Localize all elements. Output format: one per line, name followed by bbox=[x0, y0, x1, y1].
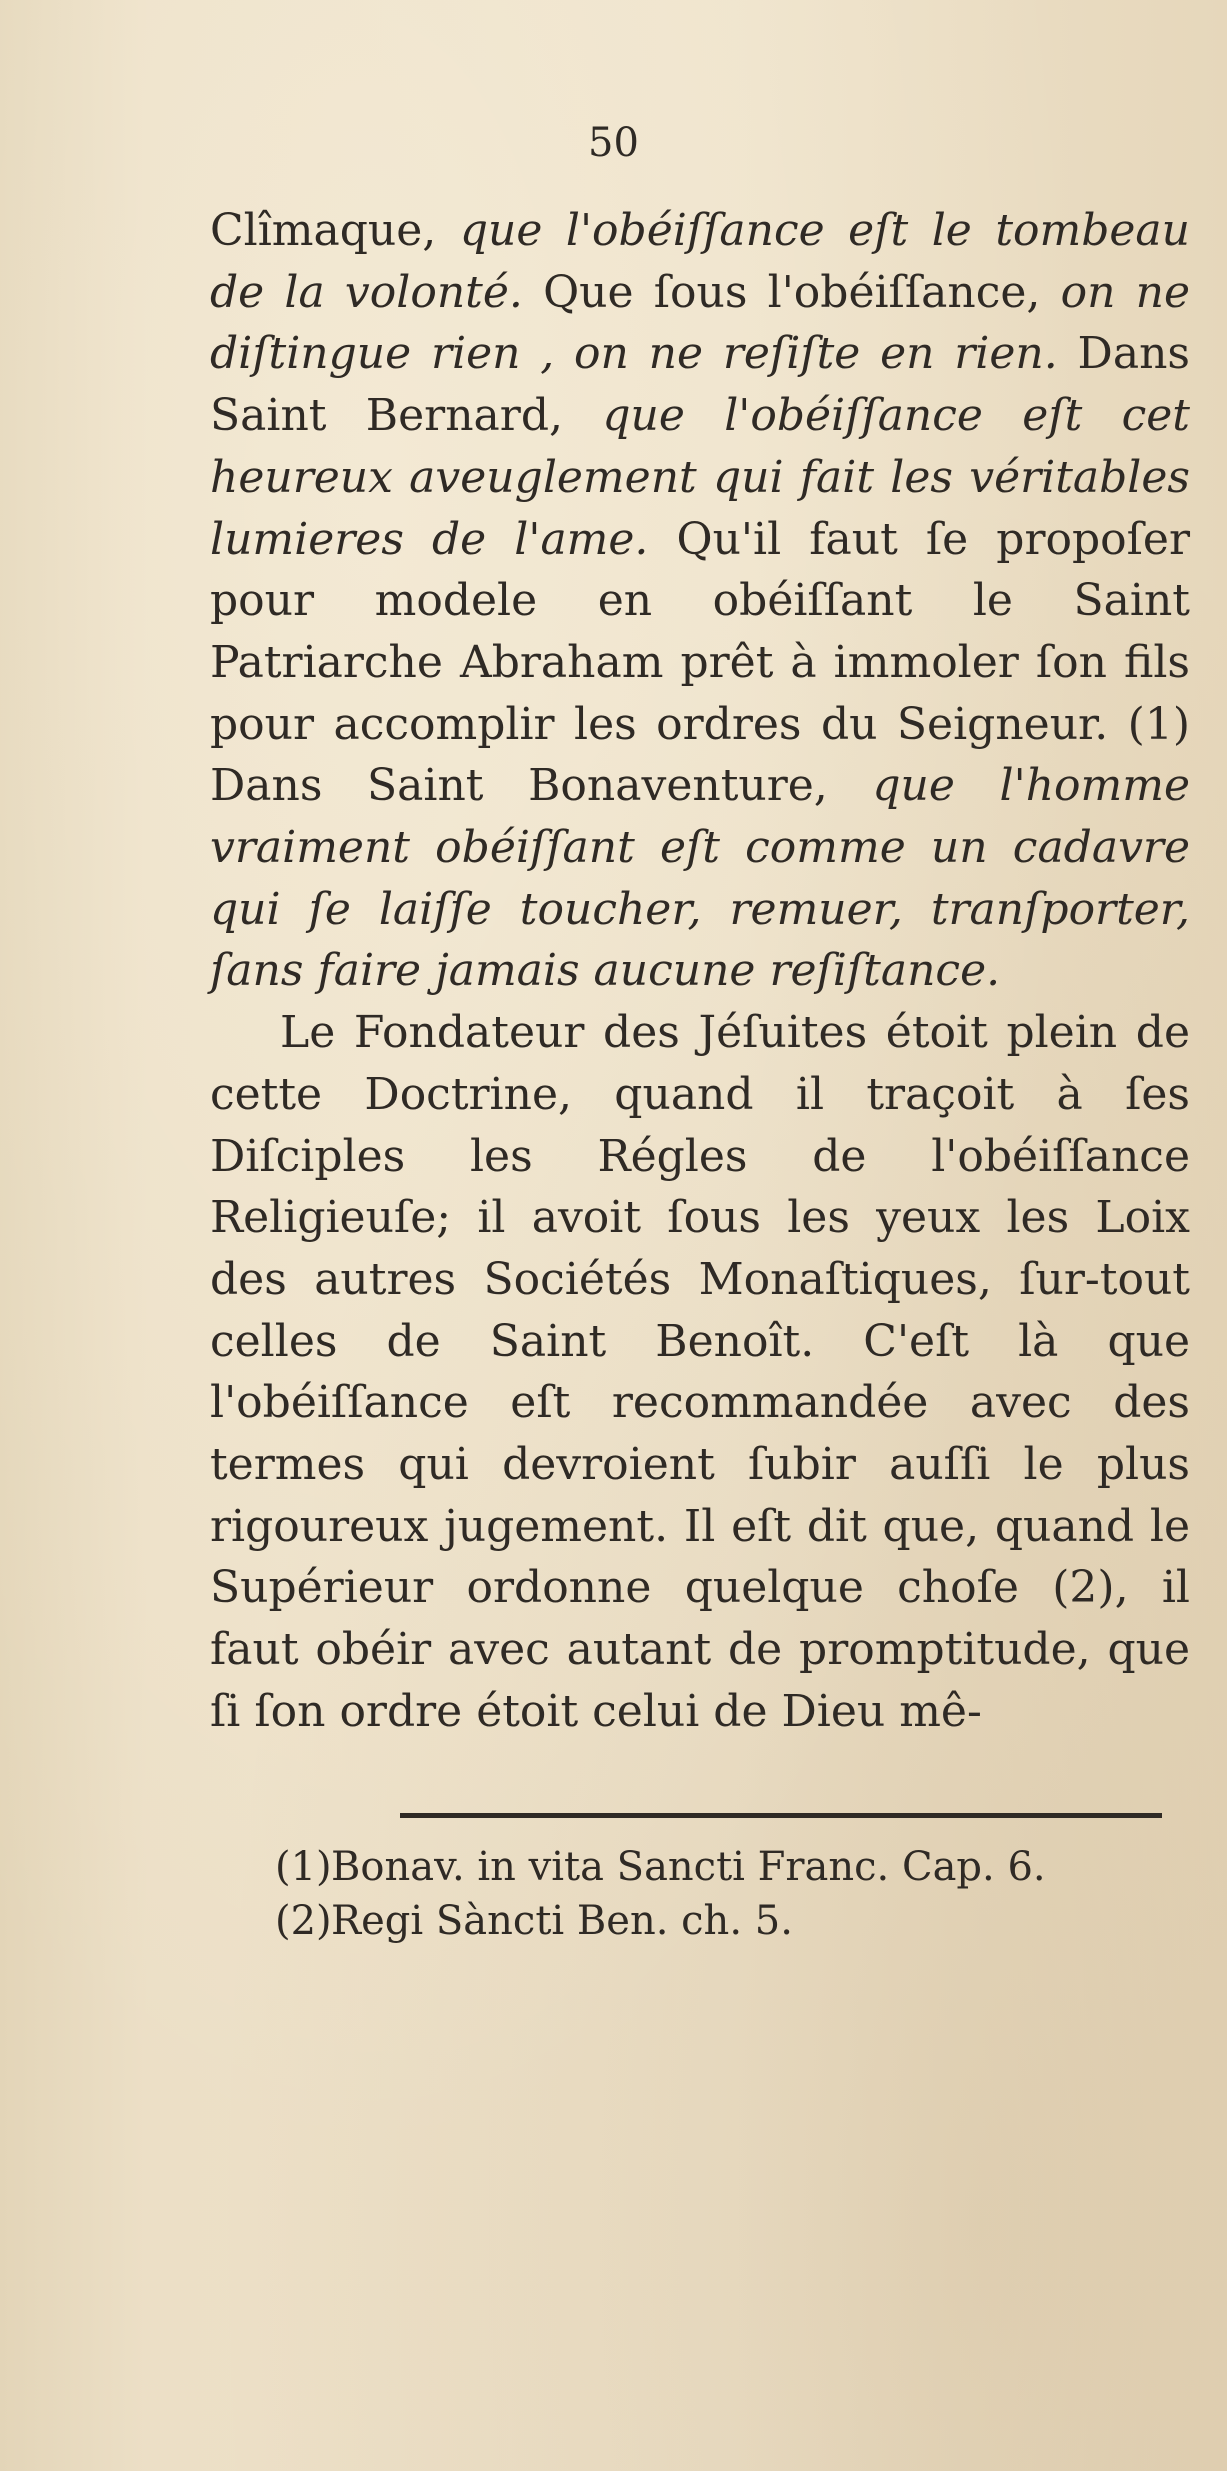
paragraph-2: Le Fondateur des Jéſuites étoit plein de cette Doctrine, quand il traçoit à ſes Diſciples les Régles de l'obéiſſance Religieuſe; il avoit ſous les yeux les Loix des autres Sociétés Monaſtiques, ſur-tout celles de Saint Benoît. C'eſt là que l'obéiſſance eſt recommandée avec des termes qui devroient ſubir auſſi le plus rigoureux jugement. Il eſt dit que, quand le Supérieur ordonne quelque choſe (2), il faut obéir avec autant de promptitude, que ſi ſon ordre étoit celui de Dieu mê- bbox=[210, 1007, 1190, 1737]
text-segment: Que ſous l'obéiſſance, bbox=[522, 266, 1061, 318]
footnote-marker: (2) bbox=[275, 1898, 332, 1944]
paragraph-1 bbox=[210, 200, 1190, 1002]
footnote-text: Regi Sàncti Ben. ch. 5. bbox=[331, 1898, 793, 1944]
italic-quote: que l'homme vraiment obéiſſant eſt comme un cadavre qui ſe laiſſe toucher, remuer, tranſporter, ſans faire jamais aucune reſiſtance. bbox=[210, 760, 1191, 997]
footnote-1 bbox=[275, 1840, 1195, 1894]
italic-quote: que l'obéiſſance eſt cet heureux aveuglement qui fait les véritables lumieres de l'ame. bbox=[210, 390, 1190, 565]
italic-quote: on ne diſtingue rien , on ne reſiſte en rien. bbox=[210, 266, 1190, 380]
footnote-2 bbox=[275, 1894, 1195, 1948]
italic-quote: que l'obéiſſance eſt le tombeau de la volonté. bbox=[210, 205, 1190, 318]
footnotes bbox=[275, 1840, 1195, 1948]
footnote-text: Bonav. in vita Sancti Franc. Cap. 6. bbox=[331, 1844, 1046, 1890]
text-segment: Dans Saint Bernard, bbox=[210, 328, 1190, 442]
body-text bbox=[210, 200, 1190, 1743]
text-segment: Qu'il faut ſe propoſer pour modele en obéiſſant le Saint Patriarche Abraham prêt à immoler ſon fils pour accomplir les ordres du Seigneur. (1) Dans Saint Bonaventure, bbox=[210, 513, 1190, 812]
page-number: 50 bbox=[588, 120, 639, 166]
footnote-marker: (1) bbox=[275, 1844, 332, 1890]
footnote-divider bbox=[400, 1813, 1162, 1818]
text-segment: Clîmaque, bbox=[210, 205, 460, 256]
